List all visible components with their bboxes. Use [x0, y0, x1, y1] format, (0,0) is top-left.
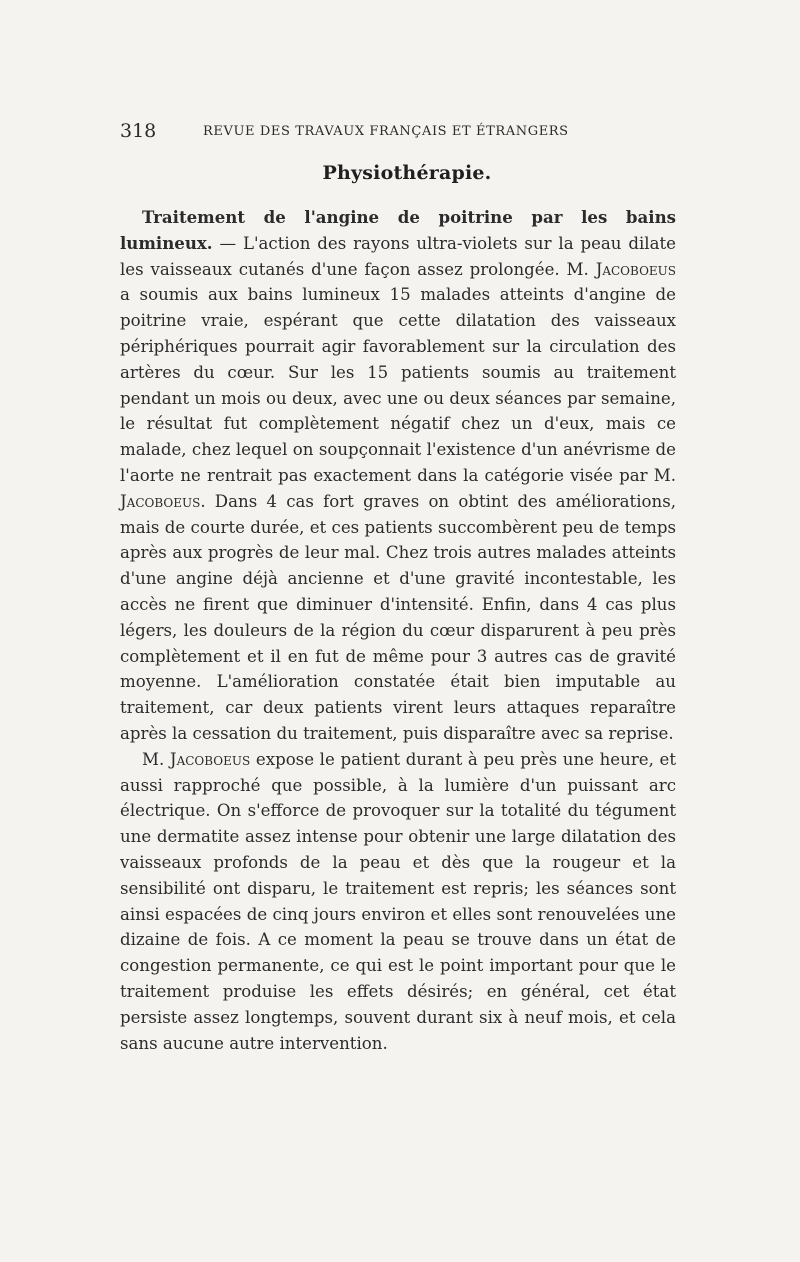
author-name: Jacoboeus [169, 749, 251, 769]
paragraph-2 [120, 747, 676, 1057]
paragraph-1-text-c: . Dans 4 cas fort graves on obtint des améliorations, mais de courte durée, et ces patients succombèrent peu de temps après aux progrès de leur mal. Chez trois autres malades atteints d'une angine déjà ancienne et d'une gravité incontestable, les accès ne firent que diminuer d'intensité. Enfin, dans 4 cas plus légers, les douleurs de la région du cœur disparurent à peu près complètement et il en fut de même pour 3 autres cas de gravité moyenne. L'amélioration constatée était bien imputable au traitement, car deux patients virent leurs attaques reparaître après la cessation du traitement, puis disparaître avec sa reprise. [120, 491, 676, 743]
article-title: Traitement de l'angine de poitrine par les bains lumineux. [120, 207, 676, 253]
paragraph-2-text-b: expose le patient durant à peu près une heure, et aussi rapproché que possible, à la lumière d'un puissant arc électrique. On s'efforce de provoquer sur la totalité du tégument une dermatite assez intense pour obtenir une large dilatation des vaisseaux profonds de la peau et dès que la rougeur et la sensibilité ont disparu, le traitement est repris; les séances sont ainsi espacées de cinq jours environ et elles sont renouvelées une dizaine de fois. A ce moment la peau se trouve dans un état de congestion permanente, ce qui est le point important pour que le traitement produise les effets désirés; en général, cet état persiste assez longtemps, souvent durant six à neuf mois, et cela sans aucune autre intervention. [120, 749, 676, 1053]
journal-title: REVUE DES TRAVAUX FRANÇAIS ET ÉTRANGERS [203, 124, 569, 139]
author-name: Jacoboeus [120, 491, 201, 511]
section-title: Physiothérapie. [322, 162, 492, 184]
page-number: 318 [120, 120, 157, 142]
paragraph-1-text-a: — L'action des rayons ultra-violets sur la peau dilate les vaisseaux cutanés d'une façon assez prolongée. M. [120, 233, 676, 279]
article-body [120, 205, 676, 1056]
running-head [120, 120, 680, 144]
paragraph-1-text-b: a soumis aux bains lumineux 15 malades atteints d'angine de poitrine vraie, espérant que cette dilatation des vaisseaux périphériques pourrait agir favorablement sur la circulation des artères du cœur. Sur les 15 patients soumis au traitement pendant un mois ou deux, avec une ou deux séances par semaine, le résultat fut complètement négatif chez un d'eux, mais ce malade, chez lequel on soupçonnait l'existence d'un anévrisme de l'aorte ne rentrait pas exactement dans la catégorie visée par M. [120, 285, 676, 485]
paragraph-1 [120, 205, 676, 747]
author-name: Jacoboeus [595, 259, 676, 279]
paragraph-2-text-a: M. [142, 749, 170, 769]
